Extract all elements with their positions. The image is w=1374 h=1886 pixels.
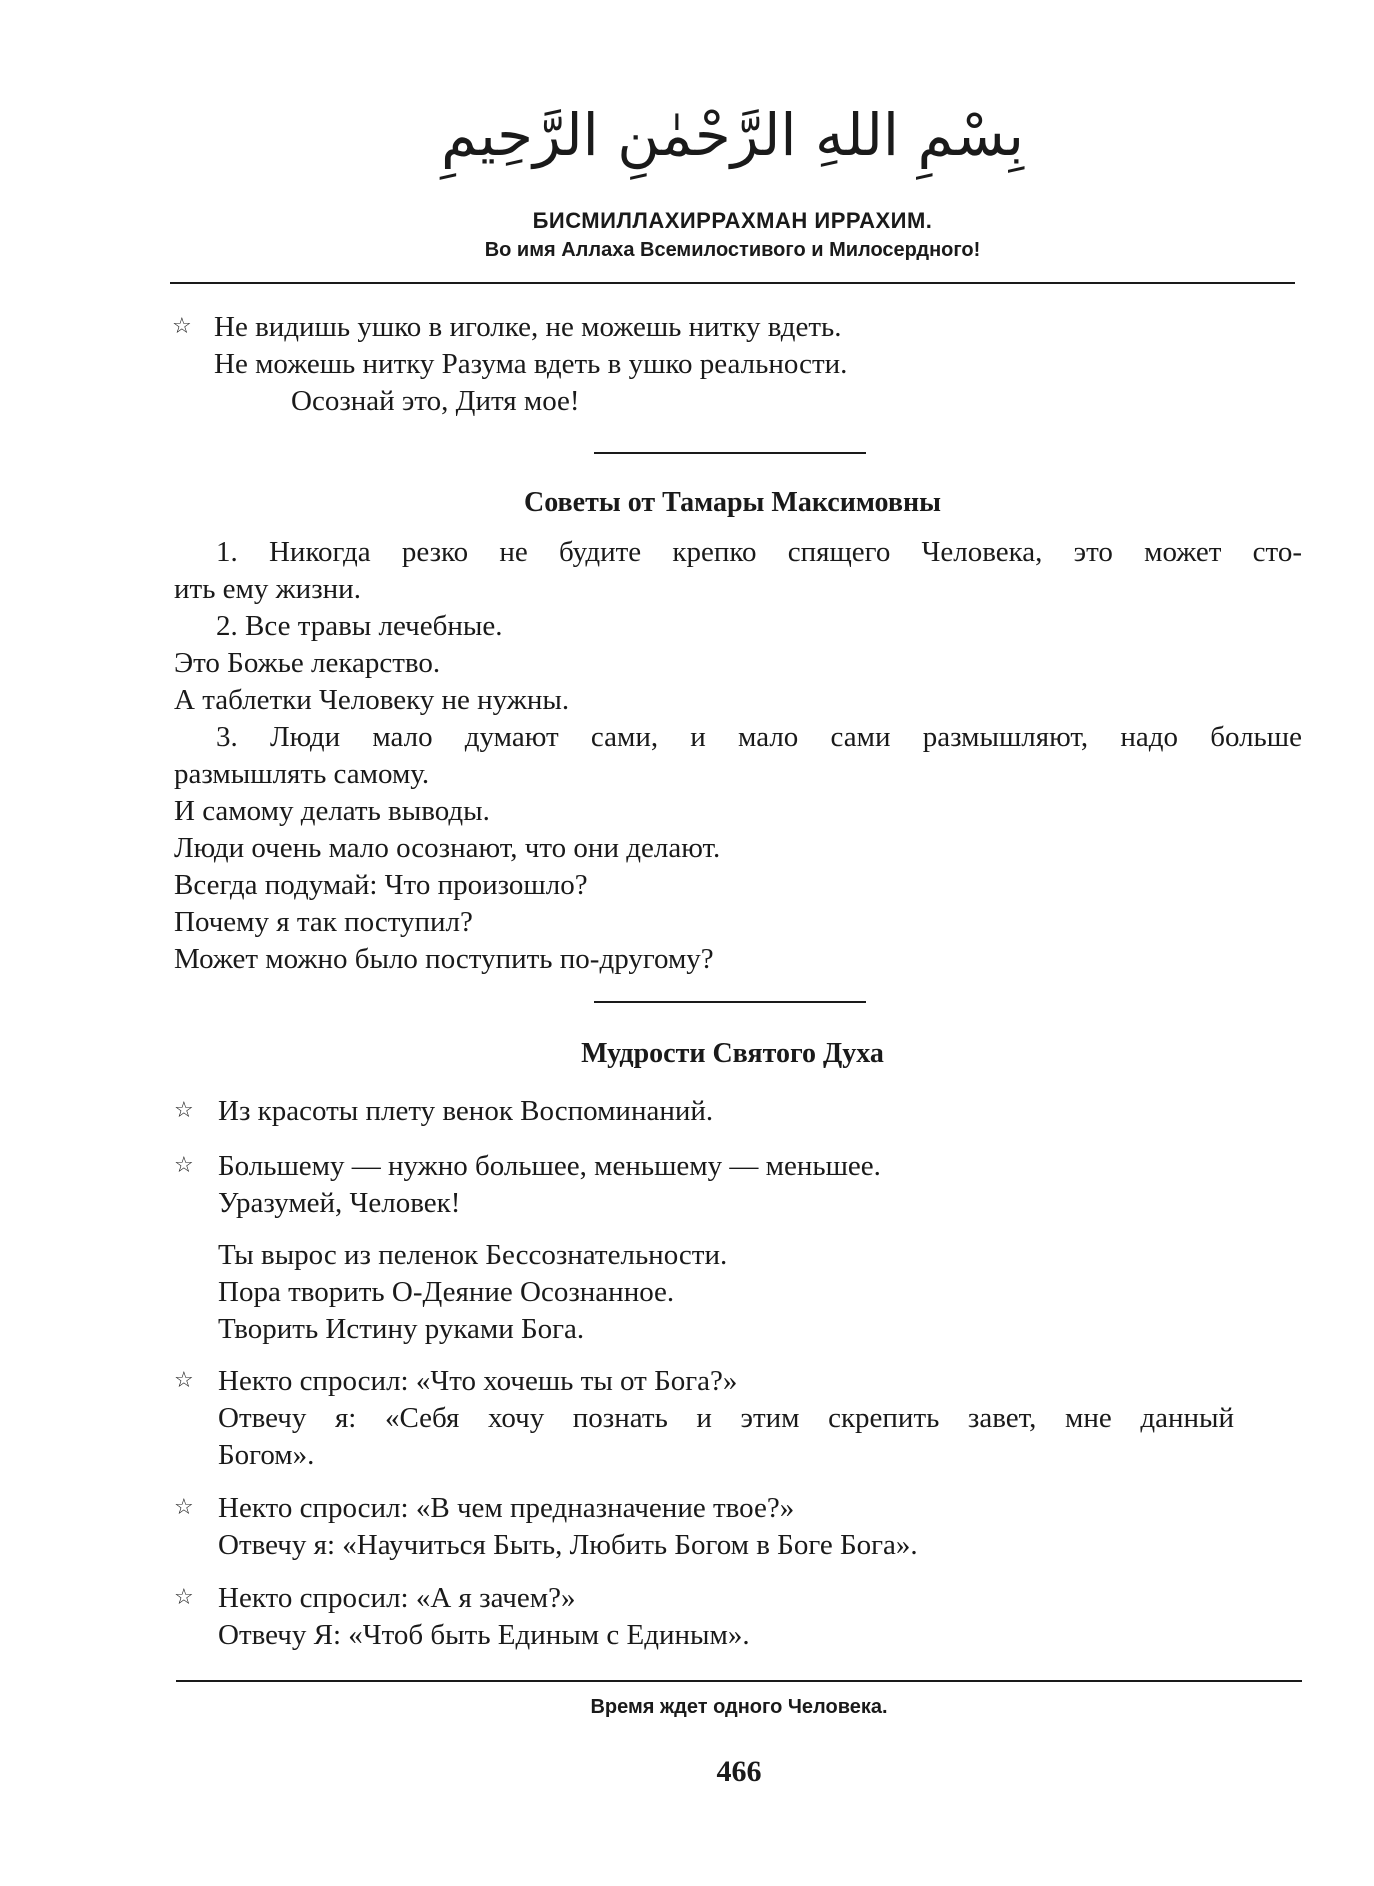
advice-line: Всегда подумай: Что произошло? xyxy=(174,869,588,901)
bismillah-calligraphy: بِسْمِ اللهِ الرَّحْمٰنِ الرَّحِيمِ xyxy=(441,101,1024,169)
intro-line: Осознай это, Дитя мое! xyxy=(291,385,580,417)
advice-line: ить ему жизни. xyxy=(174,573,361,605)
star-bullet-icon: ☆ xyxy=(174,1585,194,1610)
advice-line: 3. Люди мало думают сами, и мало сами размышляют, надо больше xyxy=(216,721,1302,753)
wisdom-line: Отвечу Я: «Чтоб быть Единым с Единым». xyxy=(218,1619,750,1651)
advice-line: 2. Все травы лечебные. xyxy=(216,610,503,642)
header-subtitle: Во имя Аллаха Всемилостивого и Милосердного! xyxy=(484,239,981,261)
wisdom-line: Некто спросил: «А я зачем?» xyxy=(218,1582,576,1614)
wisdom-line: Отвечу я: «Себя хочу познать и этим скрепить завет, мне данный xyxy=(218,1402,1234,1434)
advice-line: размышлять самому. xyxy=(174,758,430,790)
star-bullet-icon: ☆ xyxy=(174,1098,194,1123)
star-bullet-icon: ☆ xyxy=(172,314,192,339)
star-bullet-icon: ☆ xyxy=(174,1368,194,1393)
wisdom-line: Уразумей, Человек! xyxy=(218,1187,461,1219)
header-divider xyxy=(170,282,1295,284)
wisdom-line: Некто спросил: «Что хочешь ты от Бога?» xyxy=(218,1365,738,1397)
intro-line: Не видишь ушко в иголке, не можешь нитку вдеть. xyxy=(214,311,842,343)
footer-divider xyxy=(176,1680,1302,1682)
intro-line: Не можешь нитку Разума вдеть в ушко реальности. xyxy=(214,348,848,380)
section-title-holy-spirit: Мудрости Святого Духа xyxy=(581,1038,884,1069)
star-bullet-icon: ☆ xyxy=(174,1153,194,1178)
section-divider xyxy=(594,1001,866,1003)
section-title-tamara: Советы от Тамары Максимовны xyxy=(524,487,941,518)
star-bullet-icon: ☆ xyxy=(174,1495,194,1520)
advice-line: А таблетки Человеку не нужны. xyxy=(174,684,570,716)
wisdom-line: Творить Истину руками Бога. xyxy=(218,1313,585,1345)
page-number: 466 xyxy=(716,1755,762,1788)
advice-line: Это Божье лекарство. xyxy=(174,647,441,679)
header-title: БИСМИЛЛАХИРРАХМАН ИРРАХИМ. xyxy=(532,208,933,233)
advice-line: И самому делать выводы. xyxy=(174,795,490,827)
wisdom-line: Большему — нужно большее, меньшему — меньшее. xyxy=(218,1150,881,1182)
advice-line: 1. Никогда резко не будите крепко спящего Человека, это может сто- xyxy=(216,536,1302,568)
footer-motto: Время ждет одного Человека. xyxy=(590,1696,888,1718)
advice-line: Люди очень мало осознают, что они делают. xyxy=(174,832,721,864)
wisdom-line: Некто спросил: «В чем предназначение твое?» xyxy=(218,1492,795,1524)
wisdom-line: Отвечу я: «Научиться Быть, Любить Богом в Боге Бога». xyxy=(218,1529,918,1561)
advice-line: Может можно было поступить по-другому? xyxy=(174,943,714,975)
page-header xyxy=(170,80,1295,264)
wisdom-line: Пора творить О-Деяние Осознанное. xyxy=(218,1276,675,1308)
wisdom-line: Богом». xyxy=(218,1439,315,1471)
section-divider xyxy=(594,452,866,454)
wisdom-line: Ты вырос из пеленок Бессознательности. xyxy=(218,1239,728,1271)
wisdom-line: Из красоты плету венок Воспоминаний. xyxy=(218,1095,714,1127)
advice-line: Почему я так поступил? xyxy=(174,906,473,938)
